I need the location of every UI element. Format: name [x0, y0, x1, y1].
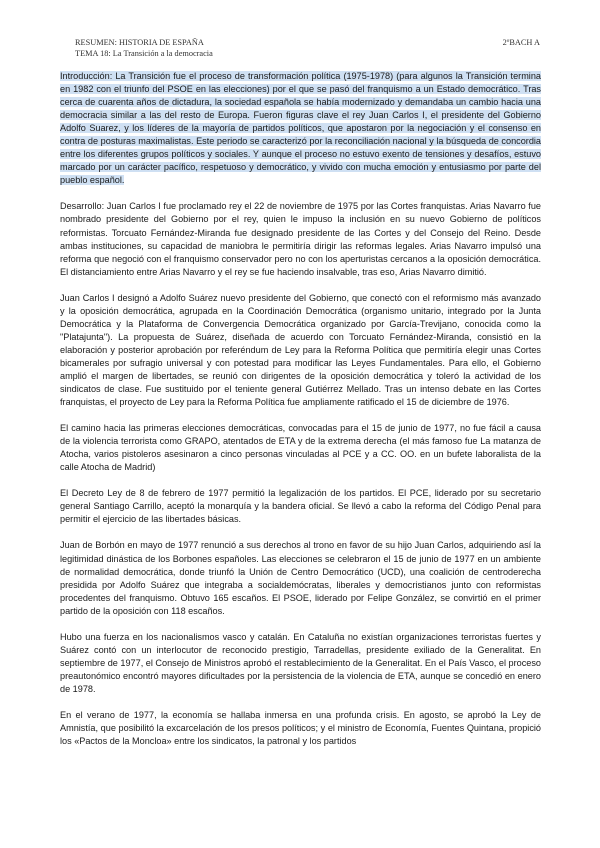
paragraph-desarrollo: Desarrollo: Juan Carlos I fue proclamado rey el 22 de noviembre de 1975 por las Cortes franquistas. Arias Navarro fue nombrado presidente del Gobierno por el rey, quien le impuso la inclusión en su nuevo Gobierno de políticos reformistas. Torcuato Fernández-Miranda fue designado presidente de las Cortes y del Consejo del Reino. Desde ambas instituciones, su capacidad de maniobra le permitiría dirigir las reformas legales. Arias Navarro impulsó una reforma que negoció con el franquismo conservador pero no con los aperturistas cercanos a la oposición democrática. El distanciamiento entre Arias Navarro y el rey se fue haciendo insalvable, tras eso, Arias Navarro dimitió.	[60, 201, 541, 277]
document-body	[60, 70, 541, 761]
paragraph-suarez: Juan Carlos I designó a Adolfo Suárez nuevo presidente del Gobierno, que conectó con el reformismo más avanzado y la oposición democrática, agrupada en la Coordinación Democrática (organismo unitario, integrado por la Junta Democrática y la Plataforma de Convergencia Democrática organizado por García-Trevijano, conocida como la "Platajunta"). La propuesta de Suárez, diseñada de acuerdo con Torcuato Fernández-Miranda, consistió en la elaboración y posterior aprobación por referéndum de Ley para la Reforma Política que permitiría elegir unas Cortes bicamerales por sufragio universal y con potestad para modificar las Leyes Fundamentales. Para ello, el Gobierno amplió el margen de libertades, se reunió con dirigentes de la oposición democrática y toleró la actividad de los sindicatos de clase. Fue sustituido por el teniente general Gutiérrez Mellado. Tras un intenso debate en las Cortes franquistas, el proyecto de Ley para la Reforma Política fue ampliamente ratificado el 15 de diciembre de 1976.	[60, 292, 541, 408]
header-title: RESUMEN: HISTORIA DE ESPAÑA	[75, 38, 204, 47]
paragraph-borbon: Juan de Borbón en mayo de 1977 renunció a sus derechos al trono en favor de su hijo Juan Carlos, adquiriendo así la legitimidad dinástica de los Borbones españoles. Las elecciones se celebraron el 15 de junio de 1977 en un ambiente de normalidad democrática, donde triunfó la Unión de Centro Democrático (UCD), una coalición de centroderecha presidida por Adolfo Suárez que integraba a socialdemócratas, liberales y democristianos junto con reformistas procedentes del franquismo. Obtuvo 165 escaños. El PSOE, liderado por Felipe González, se convirtió en el primer partido de la oposición con 118 escaños.	[60, 540, 541, 616]
header-course: 2ºBACH A	[502, 38, 540, 47]
paragraph-nacionalismos: Hubo una fuerza en los nacionalismos vasco y catalán. En Cataluña no existían organizaciones terroristas fuertes y Suárez contó con un interlocutor de reconocido prestigio, Tarradellas, presidente exiliado de la Generalitat. En septiembre de 1977, el Consejo de Ministros aprobó el restablecimiento de la Generalitat. En el País Vasco, el proceso preautonómico encontró mayores dificultades por la persistencia de la violencia de ETA, aunque se concedió en enero de 1978.	[60, 631, 541, 694]
paragraph-introduccion[interactable]	[60, 70, 541, 187]
header-left	[75, 37, 213, 59]
selected-text[interactable]: Introducción: La Transición fue el proceso de transformación política (1975-1978) (para algunos la Transición termina en 1982 con el triunfo del PSOE en las elecciones) por el que se pasó del franquismo a un Estado democrático. Tras cerca de cuarenta años de dictadura, la sociedad española se había modernizado y demandaba un cambio hacia una democracia similar a las del resto de Europa. Fueron figuras clave el rey Juan Carlos I, el presidente del Gobierno Adolfo Suarez, y los líderes de la mayoría de partidos políticos, que apostaron por la negociación y el consenso en contra de posturas maximalistas. Este periodo se caracterizó por la reconciliación nacional y la búsqueda de concordia entre los diferentes grupos políticos y sociales. Y aunque el proceso no estuvo exento de tensiones y desafíos, estuvo marcado por un carácter pacífico, respetuoso y democrático, y vivido con mucha emoción y entusiasmo por parte del pueblo español.	[60, 71, 541, 186]
paragraph-camino: El camino hacia las primeras elecciones democráticas, convocadas para el 15 de junio de 1977, no fue fácil a causa de la violencia terrorista como GRAPO, atentados de ETA y de la extrema derecha (el más famoso fue La matanza de Atocha, varios pistoleros asesinaron a cinco personas vinculadas al PCE y a CC. OO. en un bufete laboralista de la calle Atocha de Madrid)	[60, 423, 541, 473]
paragraph-economia: En el verano de 1977, la economía se hallaba inmersa en una profunda crisis. En agosto, se aprobó la Ley de Amnistía, que posibilitó la excarcelación de los presos políticos; y el ministro de Economía, Fuentes Quintana, propició los «Pactos de la Moncloa» entre los sindicatos, la patronal y los partidos	[60, 709, 541, 747]
paragraph-decreto: El Decreto Ley de 8 de febrero de 1977 permitió la legalización de los partidos. El PCE, liderado por su secretario general Santiago Carrillo, aceptó la monarquía y la bandera oficial. Se llevó a cabo la reforma del Código Penal para permitir el ejercicio de las libertades básicas.	[60, 488, 541, 525]
header-subtitle: TEMA 18: La Transición a la democracia	[75, 49, 213, 58]
